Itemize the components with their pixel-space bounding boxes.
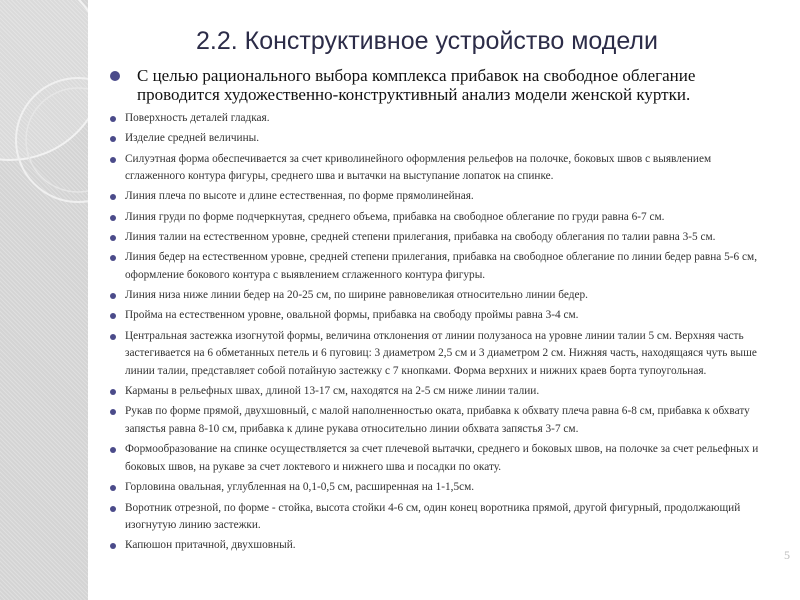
list-item	[110, 287, 770, 305]
list-item	[110, 209, 770, 227]
bullet-icon	[110, 194, 116, 200]
feature-list	[110, 110, 770, 555]
list-item	[110, 151, 770, 186]
list-item-text: Изделие средней величины.	[125, 132, 260, 145]
intro-text: С целью рационального выбора комплекса прибавок на свободное облегание проводится художественно-конструктивный анализ модели женской куртки.	[137, 66, 696, 104]
bullet-icon	[110, 71, 120, 81]
bullet-icon	[110, 235, 116, 241]
bullet-icon	[110, 485, 116, 491]
list-item	[110, 328, 770, 381]
list-item	[110, 537, 770, 555]
list-item-text: Горловина овальная, углубленная на 0,1-0,5 см, расширенная на 1-1,5см.	[125, 481, 475, 494]
bullet-icon	[110, 447, 116, 453]
list-item-text: Пройма на естественном уровне, овальной формы, прибавка на свободу проймы равна 3-4 см.	[125, 309, 579, 322]
list-item-text: Линия плеча по высоте и длине естественная, по форме прямолинейная.	[125, 190, 474, 203]
list-item	[110, 383, 770, 401]
page-number: 5	[784, 548, 790, 562]
list-item-text: Линия груди по форме подчеркнутая, среднего объема, прибавка на свободное облегание по груди равна 6-7 см.	[125, 210, 665, 223]
list-item-text: Линия бедер на естественном уровне, средней степени прилегания, прибавка на свободное облегание по линии бедер равна 5-6 см, оформление бокового контура с выявлением сглаженного контура фигуры.	[125, 251, 758, 281]
intro-paragraph	[110, 66, 770, 104]
list-item	[110, 110, 770, 128]
list-item-text: Капюшон притачной, двухшовный.	[125, 539, 296, 552]
list-item-text: Поверхность деталей гладкая.	[125, 112, 270, 124]
list-item-text: Силуэтная форма обеспечивается за счет криволинейного оформления рельефов на полочке, боковых швов с выявлением сглаженного контура фигуры, среднего шва и вытачки на выступание лопаток на спинке.	[125, 152, 712, 183]
bullet-icon	[110, 215, 116, 221]
list-item-text: Линия талии на естественном уровне, средней степени прилегания, прибавка на свободу облегания по талии равна 3-5 см.	[125, 231, 716, 243]
bullet-icon	[110, 334, 116, 340]
decorative-circles	[0, 0, 88, 600]
list-item	[110, 188, 770, 206]
bullet-icon	[110, 157, 116, 163]
list-item-text: Формообразование на спинке осуществляется за счет плечевой вытачки, среднего и боковых швов, на полочке за счет рельефных и боковых швов, на рукаве за счет локтевого и нижнего шва и посадки по окату.	[125, 443, 759, 473]
list-item-text: Карманы в рельефных швах, длиной 13-17 см, находятся на 2-5 см ниже линии талии.	[125, 385, 540, 398]
list-item	[110, 130, 770, 148]
list-item	[110, 500, 770, 535]
list-item-text: Рукав по форме прямой, двухшовный, с малой наполненностью оката, прибавка к обхвату плеча равна 6-8 см, прибавка к обхвату запястья равна 8-10 см, прибавка к длине рукава относительно линии обхвата запястья 3-7 см.	[125, 405, 750, 436]
list-item	[110, 479, 770, 497]
bullet-icon	[110, 506, 116, 512]
bullet-icon	[110, 409, 116, 415]
bullet-icon	[110, 543, 116, 549]
list-item	[110, 403, 770, 438]
bullet-icon	[110, 116, 116, 122]
bullet-icon	[110, 313, 116, 319]
list-item	[110, 249, 770, 284]
bullet-icon	[110, 136, 116, 142]
list-item	[110, 229, 770, 247]
list-item	[110, 307, 770, 325]
bullet-icon	[110, 255, 116, 261]
bullet-icon	[110, 389, 116, 395]
list-item-text: Линия низа ниже линии бедер на 20-25 см, по ширине равновеликая относительно линии бедер.	[125, 289, 588, 302]
slide-content	[110, 0, 770, 566]
slide-title: 2.2. Конструктивное устройство модели	[196, 27, 658, 55]
bullet-icon	[110, 293, 116, 299]
decorative-side-panel	[0, 0, 88, 600]
list-item-text: Центральная застежка изогнутой формы, величина отклонения от линии полузаноса на уровне линии талии 5 см. Верхняя часть застегивается на 6 обметанных петель и 6 пуговиц: 3 диаметром 2,5 см и 3 диаметром 2 см. Нижняя часть, находящаяся чуть выше линии талии, представляет собой потайную застежку с 7 кнопками. Форма верхних и нижних краев борта тупоугольная.	[125, 329, 757, 377]
list-item	[110, 441, 770, 476]
list-item-text: Воротник отрезной, по форме - стойка, высота стойки 4-6 см, один конец воротника прямой, другой фигурный, продолжающий изогнутую линию застежки.	[125, 501, 741, 532]
